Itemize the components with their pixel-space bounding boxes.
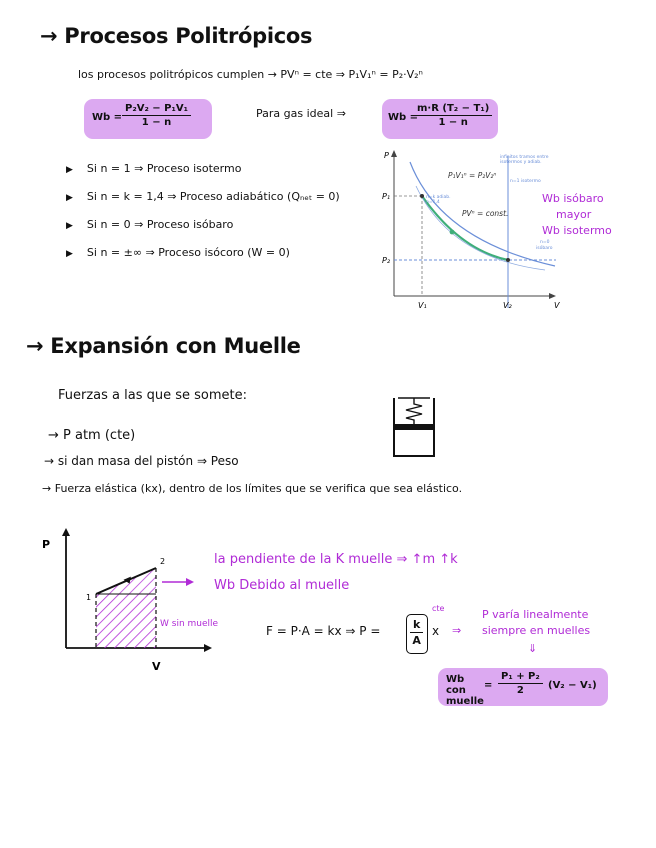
note-infinite-paths: infinitos tramos entre: [500, 155, 549, 160]
wb-spring-fraction: [498, 671, 543, 696]
point-2-label: 2: [160, 557, 166, 566]
process-bullet-item: ▶ Si n = k = 1,4 ⇒ Proceso adiabático (Qₙₑₜ = 0): [66, 190, 340, 203]
k-over-a-fraction: [410, 618, 423, 647]
note-infinite-paths-2: isotermos y adiab.: [500, 160, 542, 165]
wb-spring-volume-term: (V₂ − V₁): [548, 680, 597, 691]
side-note-line: Wb isotermo: [542, 224, 612, 237]
pointer-arrow-icon: [186, 578, 194, 586]
spring-icon: [406, 398, 422, 424]
force-item: → si dan masa del pistón ⇒ Peso: [44, 454, 239, 468]
bullet-icon: ▶: [66, 193, 73, 203]
polytropic-marker: [450, 230, 455, 235]
p-axis-arrow-icon: [62, 528, 70, 536]
force-equation: F = P·A = kx ⇒ P =: [266, 624, 381, 638]
state-point-2: [506, 258, 510, 262]
ideal-gas-label: Para gas ideal ⇒: [256, 107, 346, 120]
process-bullet-item: ▶ Si n = 1 ⇒ Proceso isotermo: [66, 162, 242, 175]
k-over-a-box: [406, 614, 428, 654]
p-axis-label: P: [42, 538, 51, 551]
down-arrow-icon: ⇓: [528, 642, 538, 655]
bullet-icon: ▶: [66, 221, 73, 231]
polytropic-equation: P₁V₁ⁿ = P₂V₂ⁿ: [448, 171, 497, 180]
process-bullet-item: ▶ Si n = 0 ⇒ Proceso isóbaro: [66, 218, 234, 231]
side-note-line: Wb isóbaro: [542, 192, 604, 205]
note-isotherm: n=1 isotermo: [510, 179, 541, 184]
wb-formula-fraction: [122, 103, 191, 128]
wb-spring-formula-label: Wb con muelle: [446, 674, 484, 707]
wb-formula-label: Wb =: [92, 112, 123, 123]
pv-polytropic-diagram: [380, 148, 560, 318]
p2-label: P₂: [382, 256, 391, 265]
v-axis-arrow-icon: [204, 644, 212, 652]
v2-label: V₂: [503, 301, 512, 310]
wb-spring-formula-box: [438, 668, 608, 706]
polytropic-constant: PVⁿ = const.: [462, 209, 509, 218]
section-title-polytropic: → Procesos Politrópicos: [40, 24, 313, 48]
wb-ideal-gas-box: [382, 99, 498, 139]
wb-spring-numerator: P₁ + P₂: [498, 671, 543, 684]
bullet-icon: ▶: [66, 249, 73, 259]
p-linear-note: P varía linealmente: [482, 608, 589, 621]
polytropic-intro: los procesos politrópicos cumplen → PVⁿ = cte ⇒ P₁V₁ⁿ = P₂·V₂ⁿ: [78, 68, 423, 81]
forces-title: Fuerzas a las que se somete:: [58, 388, 248, 403]
work-area-no-spring: [96, 594, 156, 648]
wb-spring-denominator: 2: [516, 685, 524, 696]
wb-ideal-gas-numerator: m·R (T₂ − T₁): [414, 103, 492, 116]
wb-ideal-gas-denominator: 1 − n: [438, 117, 468, 128]
note-isobaric-2: isóbaro: [536, 246, 553, 251]
side-note-line: mayor: [556, 208, 592, 221]
wb-formula-denominator: 1 − n: [141, 117, 172, 128]
arrow-note-icon: ⇒: [452, 624, 462, 637]
note-adiabatic: n=k adiab.: [426, 195, 451, 200]
p1-label: P₁: [382, 192, 391, 201]
note-isobaric: n=0: [540, 240, 550, 245]
v1-label: V₁: [418, 301, 427, 310]
wb-ideal-gas-fraction: [414, 103, 492, 128]
v-axis-label: V: [152, 660, 161, 673]
a-denominator: A: [412, 634, 421, 647]
section-title-spring: → Expansión con Muelle: [26, 334, 301, 358]
piston-icon: [394, 424, 434, 430]
force-item: → P atm (cte): [48, 428, 136, 443]
pv-spring-diagram: [36, 528, 236, 674]
force-item: → Fuerza elástica (kx), dentro de los límites que se verifica que sea elástico.: [42, 482, 463, 495]
wb-ideal-gas-label: Wb =: [388, 112, 419, 123]
bullet-icon: ▶: [66, 165, 73, 175]
k-numerator: k: [410, 618, 423, 633]
wb-formula-box: [84, 99, 212, 139]
state-point-1: [420, 194, 424, 198]
point-1-label: 1: [86, 593, 92, 602]
cte-note: cte: [432, 604, 445, 613]
p-linear-note: siempre en muelles: [482, 624, 591, 637]
p-axis-label: P: [384, 151, 389, 160]
wb-formula-numerator: P₂V₂ − P₁V₁: [122, 103, 191, 116]
note-adiabatic-2: n=1,4: [426, 200, 440, 205]
equals-sign: =: [484, 680, 493, 691]
x-variable: x: [432, 624, 440, 638]
area-no-spring-label: W sin muelle: [160, 619, 219, 629]
piston-cylinder-sketch: [388, 394, 440, 460]
slope-note: la pendiente de la K muelle ⇒ ↑m ↑k: [214, 552, 458, 567]
wb-spring-note: Wb Debido al muelle: [214, 578, 350, 593]
v-axis-label: V: [554, 301, 560, 310]
process-bullet-item: ▶ Si n = ±∞ ⇒ Proceso isócoro (W = 0): [66, 246, 290, 259]
